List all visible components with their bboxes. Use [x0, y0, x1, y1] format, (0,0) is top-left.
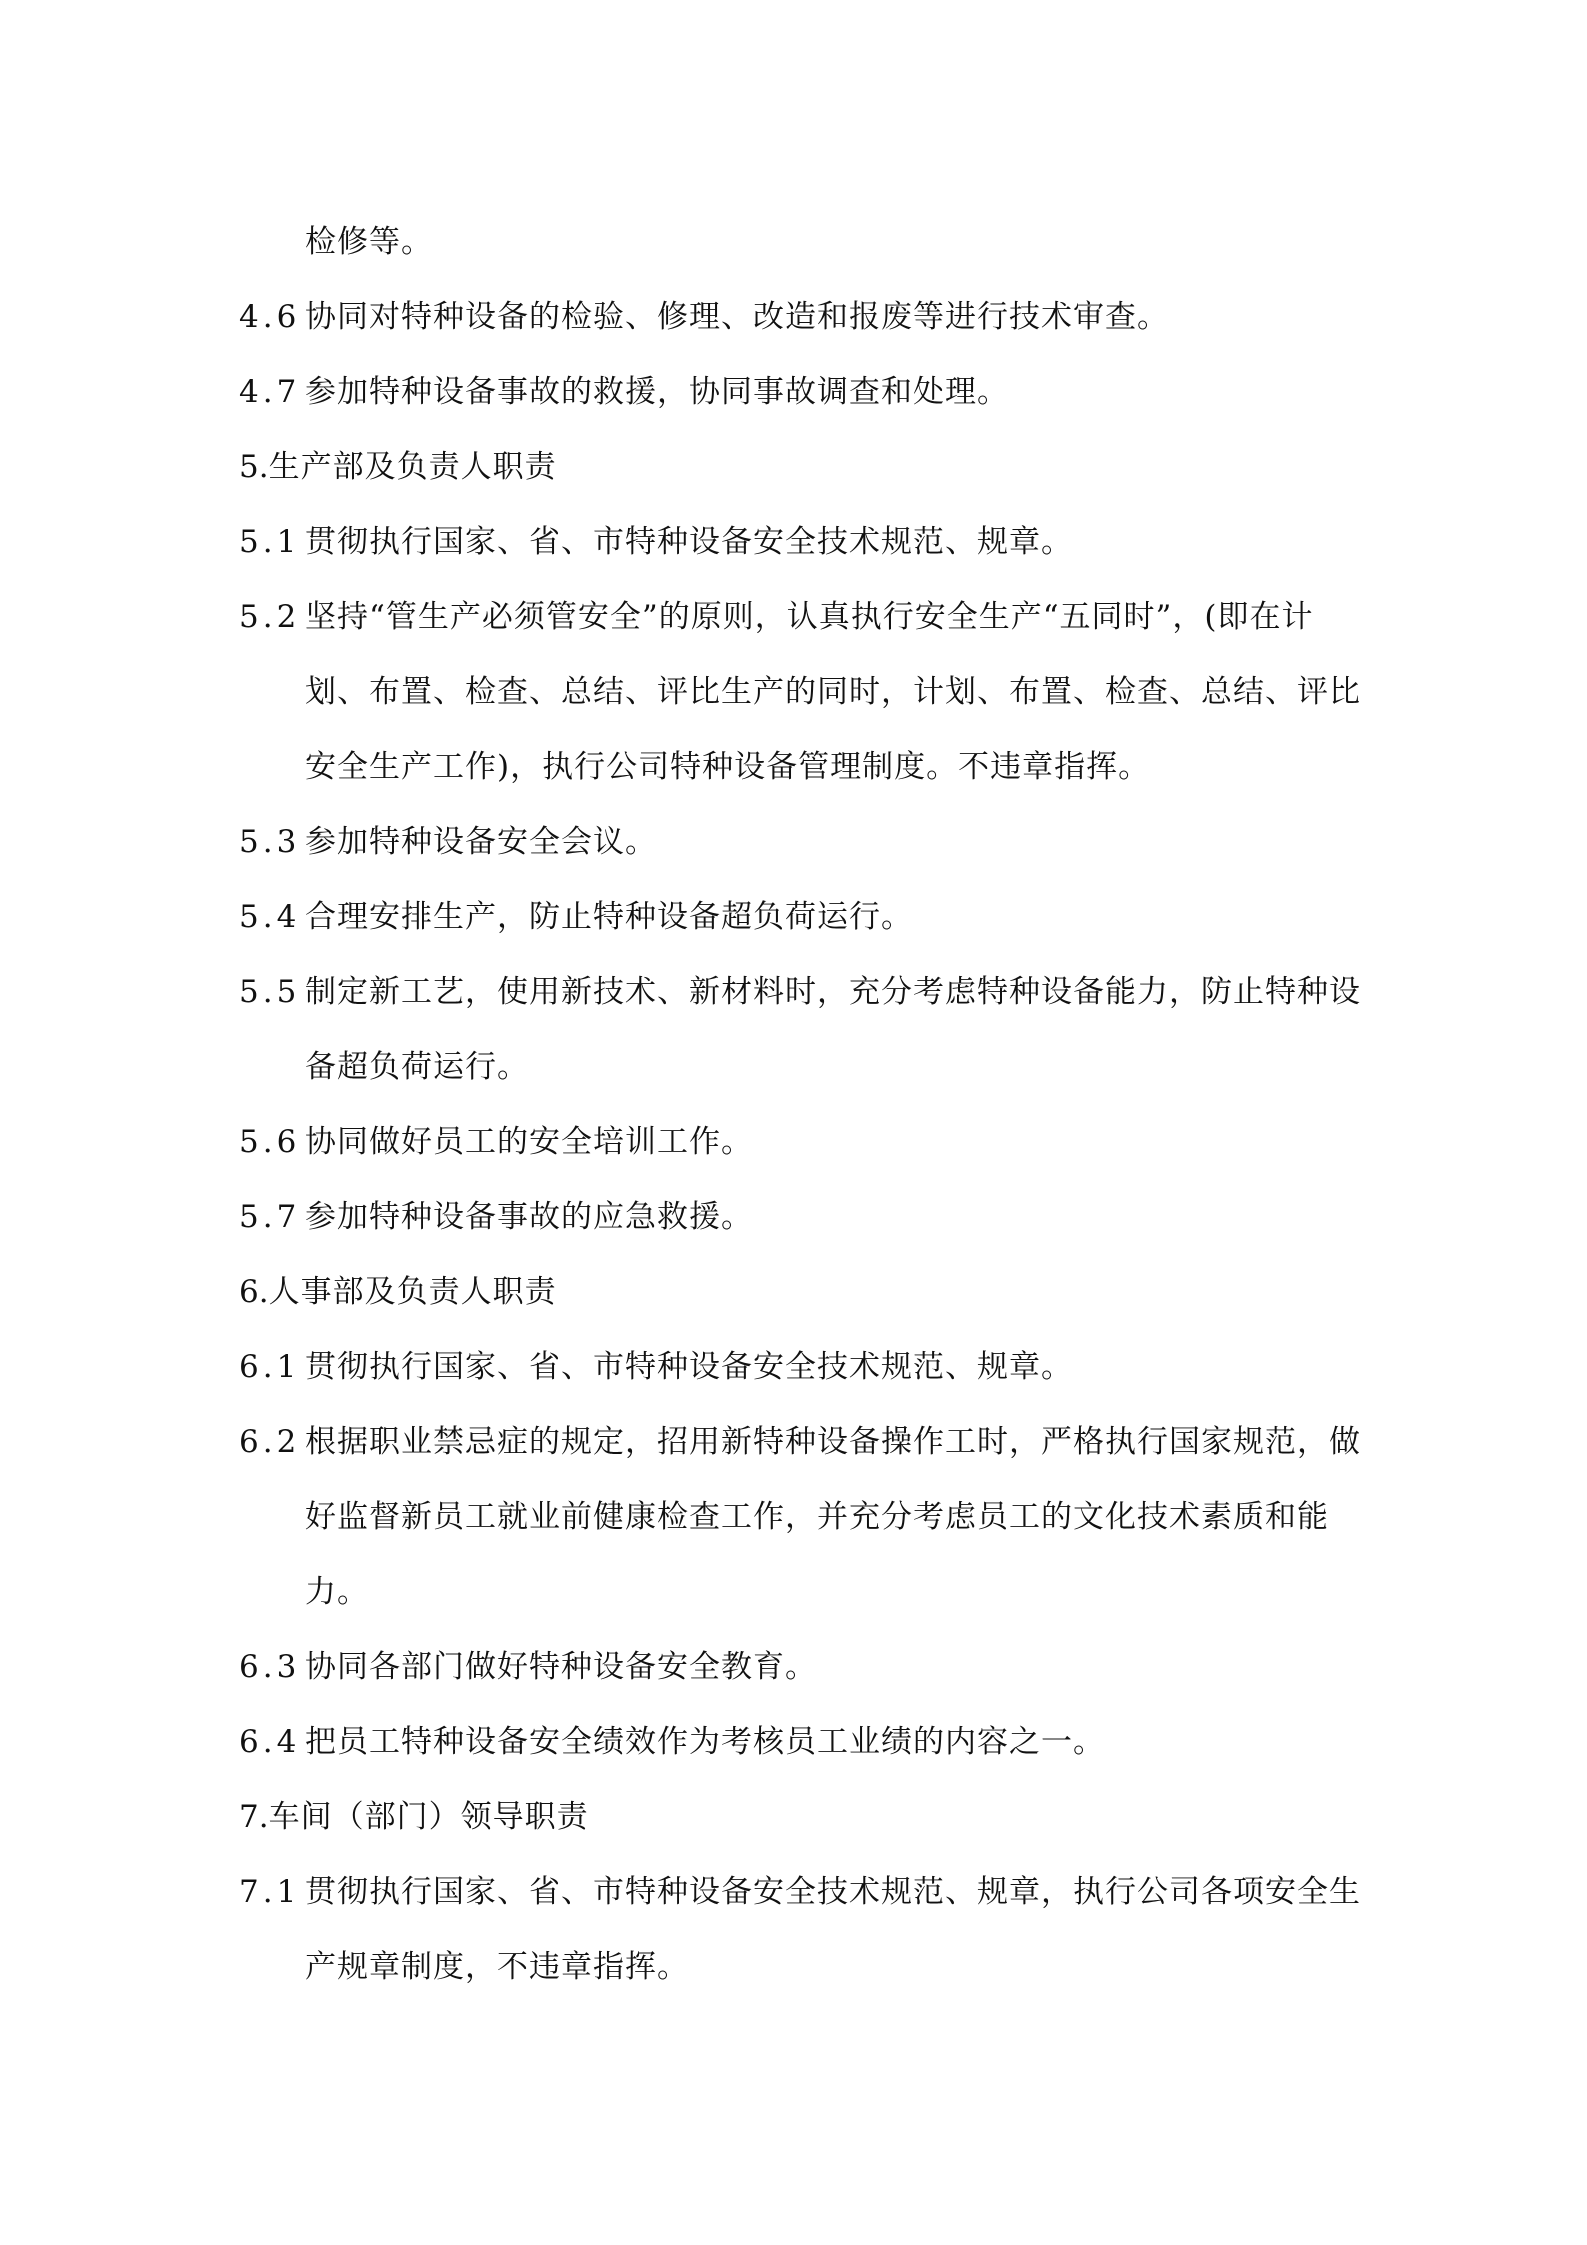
line-text: 划、布置、检查、总结、评比生产的同时，计划、布置、检查、总结、评比 — [305, 674, 1361, 710]
continuation-line — [305, 747, 1150, 787]
clause-text: 参加特种设备安全会议。 — [305, 824, 657, 860]
line-text: 备超负荷运行。 — [305, 1049, 529, 1085]
clause-5-2 — [239, 597, 1313, 637]
clause-number: 5.5 — [239, 974, 301, 1010]
section-title: 车间（部门）领导职责 — [268, 1799, 589, 1835]
clause-6-4 — [239, 1722, 1105, 1762]
clause-number: 5.4 — [239, 899, 301, 935]
clause-5-6 — [239, 1122, 753, 1162]
continuation-line — [305, 222, 433, 262]
clause-6-2 — [239, 1422, 1361, 1462]
clause-5-1 — [239, 522, 1073, 562]
clause-text: 制定新工艺，使用新技术、新材料时，充分考虑特种设备能力，防止特种设 — [305, 974, 1361, 1010]
clause-number: 5.1 — [239, 524, 301, 560]
line-text: 安全生产工作)，执行公司特种设备管理制度。不违章指挥。 — [305, 749, 1151, 785]
continuation-line — [305, 1497, 1329, 1537]
clause-number: 5.3 — [239, 824, 301, 860]
clause-text: 参加特种设备事故的救援，协同事故调查和处理。 — [305, 374, 1009, 410]
section-title: 人事部及负责人职责 — [268, 1274, 557, 1310]
clause-text: 贯彻执行国家、省、市特种设备安全技术规范、规章。 — [305, 1349, 1073, 1385]
section-heading-7 — [239, 1797, 589, 1837]
clause-number: 6.1 — [239, 1349, 301, 1385]
clause-number: 7.1 — [239, 1874, 301, 1910]
section-title: 生产部及负责人职责 — [268, 449, 557, 485]
clause-text: 协同各部门做好特种设备安全教育。 — [305, 1649, 817, 1685]
continuation-line — [305, 1572, 369, 1612]
continuation-line — [305, 672, 1361, 712]
clause-text: 合理安排生产，防止特种设备超负荷运行。 — [305, 899, 913, 935]
section-heading-6 — [239, 1272, 557, 1312]
clause-number: 6.3 — [239, 1649, 301, 1685]
section-number: 6. — [239, 1274, 269, 1310]
clause-5-7 — [239, 1197, 753, 1237]
line-text: 好监督新员工就业前健康检查工作，并充分考虑员工的文化技术素质和能 — [305, 1499, 1329, 1535]
clause-5-5 — [239, 972, 1361, 1012]
clause-text: 把员工特种设备安全绩效作为考核员工业绩的内容之一。 — [305, 1724, 1105, 1760]
clause-7-1 — [239, 1872, 1361, 1912]
clause-text: 参加特种设备事故的应急救援。 — [305, 1199, 753, 1235]
clause-4-6 — [239, 297, 1169, 337]
clause-text: 贯彻执行国家、省、市特种设备安全技术规范、规章，执行公司各项安全生 — [305, 1874, 1361, 1910]
clause-number: 6.2 — [239, 1424, 301, 1460]
line-text: 检修等。 — [305, 224, 433, 260]
clause-number: 5.7 — [239, 1199, 301, 1235]
clause-text: 根据职业禁忌症的规定，招用新特种设备操作工时，严格执行国家规范，做 — [305, 1424, 1361, 1460]
clause-text: 坚持“管生产必须管安全”的原则，认真执行安全生产“五同时”，(即在计 — [305, 599, 1314, 635]
clause-4-7 — [239, 372, 1009, 412]
clause-5-3 — [239, 822, 657, 862]
clause-number: 5.2 — [239, 599, 301, 635]
clause-text: 贯彻执行国家、省、市特种设备安全技术规范、规章。 — [305, 524, 1073, 560]
line-text: 力。 — [305, 1574, 369, 1610]
clause-number: 4.6 — [239, 299, 301, 335]
section-heading-5 — [239, 447, 557, 487]
clause-number: 5.6 — [239, 1124, 301, 1160]
continuation-line — [305, 1047, 529, 1087]
continuation-line — [305, 1947, 689, 1987]
section-number: 5. — [239, 449, 269, 485]
clause-6-1 — [239, 1347, 1073, 1387]
clause-text: 协同做好员工的安全培训工作。 — [305, 1124, 753, 1160]
clause-number: 4.7 — [239, 374, 301, 410]
clause-5-4 — [239, 897, 913, 937]
line-text: 产规章制度，不违章指挥。 — [305, 1949, 689, 1985]
clause-number: 6.4 — [239, 1724, 301, 1760]
section-number: 7. — [239, 1799, 269, 1835]
clause-6-3 — [239, 1647, 817, 1687]
clause-text: 协同对特种设备的检验、修理、改造和报废等进行技术审查。 — [305, 299, 1169, 335]
